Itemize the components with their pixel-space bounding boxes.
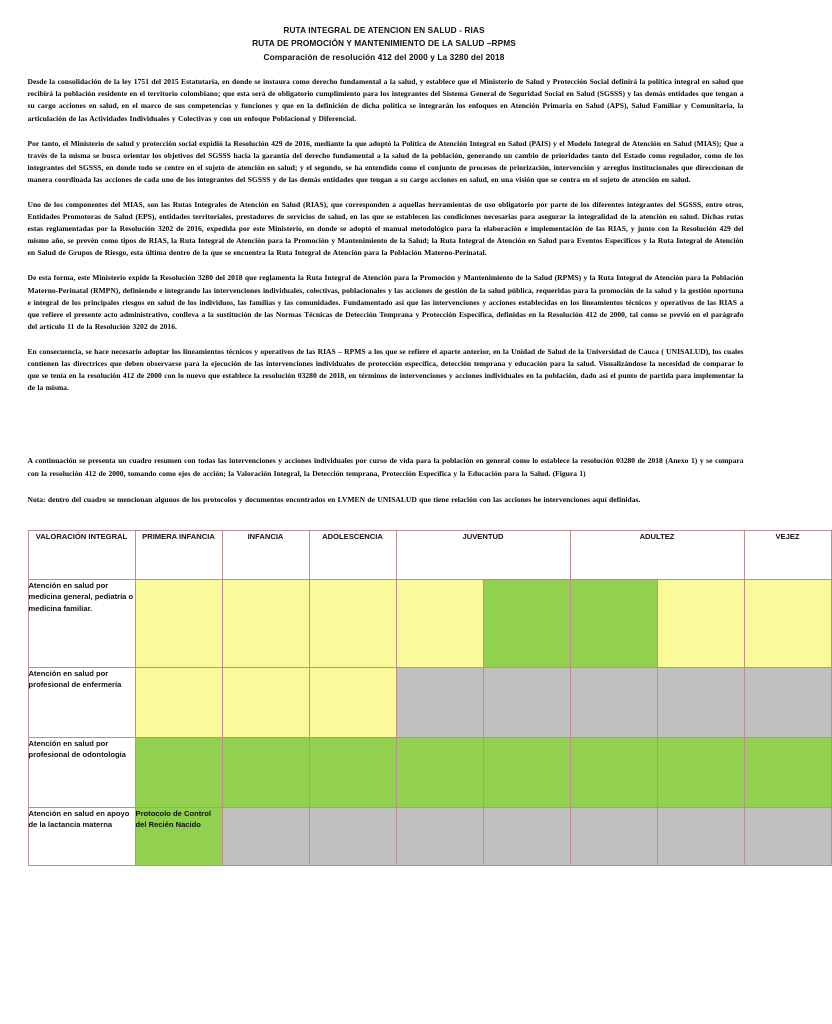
cell-r3-c3[interactable] xyxy=(396,807,483,865)
cell-r2-c3[interactable] xyxy=(396,737,483,807)
row-label-enfermeria: Atención en salud por profesional de enfermería xyxy=(28,667,135,737)
title-line-1: RUTA INTEGRAL DE ATENCION EN SALUD - RIAS xyxy=(283,25,485,35)
cell-r1-c2[interactable] xyxy=(309,667,396,737)
row-label-lactancia-materna: Atención en salud en apoyo de la lactancia materna xyxy=(28,807,135,865)
row-label-odontologia: Atención en salud por profesional de odontología xyxy=(28,737,135,807)
table-row xyxy=(28,667,831,737)
cell-r2-c7[interactable] xyxy=(744,737,831,807)
body-paragraph-1: Desde la consolidación de la ley 1751 del 2015 Estatutaria, en donde se instaura como derecho fundamental a la salud, y establece que el Ministerio de Salud y Protección Social definirá la política integral en salud que recibirá la población residente en el territorio colombiano; que esta será de obligatorio cumplimiento para los integrantes del Sistema General de Seguridad Social en Salud (SGSSS) y las demás entidades que tengan a su cargo acciones en salud, en el marco de sus competencias y funciones y que en la definición de dicha política se integrarán los enfoques en Atención Primaria en Salud (APS), Salud Familiar y Comunitaria, la articulación de las Actividades Individuales y Colectivas y con un enfoque Poblacional y Diferencial. xyxy=(27,77,744,123)
table-row xyxy=(28,737,831,807)
cell-r0-c0[interactable] xyxy=(135,579,222,667)
row-label-medicina-general: Atención en salud por medicina general, pediatría o medicina familiar. xyxy=(28,579,135,667)
cell-r0-c3[interactable] xyxy=(396,579,483,667)
cell-r0-c2[interactable] xyxy=(309,579,396,667)
cell-r1-c3[interactable] xyxy=(396,667,483,737)
cell-r1-c6[interactable] xyxy=(657,667,744,737)
cell-r0-c4[interactable] xyxy=(483,579,570,667)
comparison-table xyxy=(28,530,832,866)
document-closing xyxy=(25,455,744,506)
cell-r0-c7[interactable] xyxy=(744,579,831,667)
cell-r0-c5[interactable] xyxy=(570,579,657,667)
cell-r3-c2[interactable] xyxy=(309,807,396,865)
cell-r3-c6[interactable] xyxy=(657,807,744,865)
cell-r3-c0[interactable]: Protocolo de Control del Recién Nacido xyxy=(135,807,222,865)
cell-r0-c6[interactable] xyxy=(657,579,744,667)
cell-r1-c4[interactable] xyxy=(483,667,570,737)
body-paragraph-2: Por tanto, el Ministerio de salud y protección social expidió la Resolución 429 de 2016, mediante la que adoptó la Política de Atención Integral en Salud (PAIS) y el Modelo Integral de Atención en Salud (MIAS); Que a través de la misma se busca orientar los objetivos del SGSSS hacia la garantía del derecho fundamental a la salud de la población, generando un cambio de prioridades tanto del Estado como regulador, como de los integrantes del SGSSS, en donde todo se centre en el sujeto de atención en salud; y el segundo, se ha entendido como el conjunto de procesos de priorización, intervención y arreglos institucionales que direccionan de manera coordinada las acciones de cada uno de los integrantes del SGSSS y de las demás entidades que tengan a su cargo acciones en salud, en una visión que se centra en el sujeto de atención en salud. xyxy=(27,138,744,184)
cell-r1-c7[interactable] xyxy=(744,667,831,737)
table-row xyxy=(28,579,831,667)
cell-r0-c1[interactable] xyxy=(222,579,309,667)
cell-r1-c1[interactable] xyxy=(222,667,309,737)
table-header-valoracion-integral: VALORACIÓN INTEGRAL xyxy=(28,530,135,579)
document-title-block xyxy=(0,0,768,64)
title-line-3: Comparación de resolución 412 del 2000 y La 3280 del 2018 xyxy=(263,51,505,62)
body-paragraph-5: En consecuencia, se hace necesario adoptar los lineamientos técnicos y operativos de las RIAS – RPMS a los que se refiere el aparte anterior, en la Unidad de Salud de la Universidad de Cauca ( UNISALUD), los cuales contienen las directrices que deben observarse para la ejecución de las intervenciones individuales de protección específica, detección temprana y educación para la salud. Visualizándose la necesidad de comparar lo que se tenía en la resolución 412 de 2000 con lo nuevo que establece la resolución 03280 de 2018, en términos de intervenciones y acciones individuales en la población, dado así el punto de partida para implementar la de la misma. xyxy=(27,346,744,393)
cell-r3-c7[interactable] xyxy=(744,807,831,865)
cell-r2-c1[interactable] xyxy=(222,737,309,807)
body-paragraph-4: De esta forma, este Ministerio expide la Resolución 3280 del 2018 que reglamenta la Ruta Integral de Atención para la Promoción y Mantenimiento de la Salud (RPMS) y la Ruta Integral de Atención para la Población Materno-Perinatal (RMPN), definiendo e integrando las intervenciones individuales, colectivas, poblacionales y las acciones de gestión de la salud pública, requeridas para la promoción de la salud y la gestión oportuna e integral de los principales riesgos en salud de los individuos, las familias y las comunidades. Fundamentado así que las intervenciones y acciones establecidas en los lineamientos técnicos y operativos de las RIAS a que refiere el presente acto administrativo, conlleva a la sustitución de las Normas Técnicas de Detección Temprana y Protección Específica, definidas en la Resolución 412 de 2000, tal como se previó en el parágrafo del artículo 11 de la Resolución 3202 de 2016. xyxy=(27,273,744,331)
table-header-adultez: ADULTEZ xyxy=(570,530,744,579)
title-line-2: RUTA DE PROMOCIÓN Y MANTENIMIENTO DE LA SALUD –RPMS xyxy=(252,38,516,49)
body-spacer xyxy=(0,394,768,455)
table-header-infancia: INFANCIA xyxy=(222,530,309,579)
table-header-vejez: VEJEZ xyxy=(744,530,831,579)
comparison-table-wrap xyxy=(25,521,800,866)
cell-r2-c5[interactable] xyxy=(570,737,657,807)
table-header-primera-infancia: PRIMERA INFANCIA xyxy=(135,530,222,579)
cell-r3-c5[interactable] xyxy=(570,807,657,865)
document-body xyxy=(25,64,744,394)
table-body xyxy=(28,579,831,865)
closing-paragraph-1: A continuación se presenta un cuadro resumen con todas las intervenciones y acciones individuales por curso de vida para la población en general como lo establece la resolución 03280 de 2018 (Anexo 1) y se compara con la resolución 412 de 2000, tomando como ejes de acción; la Valoración Integral, la Detección temprana, Protección Específica y la Educación para la Salud. (Figura 1) xyxy=(27,456,744,478)
cell-r1-c0[interactable] xyxy=(135,667,222,737)
table-row xyxy=(28,807,831,865)
cell-r1-c5[interactable] xyxy=(570,667,657,737)
cell-r2-c2[interactable] xyxy=(309,737,396,807)
table-header-juventud: JUVENTUD xyxy=(396,530,570,579)
table-header-adolescencia: ADOLESCENCIA xyxy=(309,530,396,579)
cell-r2-c0[interactable] xyxy=(135,737,222,807)
cell-r2-c6[interactable] xyxy=(657,737,744,807)
cell-r3-c4[interactable] xyxy=(483,807,570,865)
table-header-row xyxy=(28,530,831,579)
cell-r3-c1[interactable] xyxy=(222,807,309,865)
closing-note: Nota: dentro del cuadro se mencionan algunos de los protocolos y documentos encontrados en LVMEN de UNISALUD que tiene relación con las acciones he intervenciones aquí definidas. xyxy=(27,495,641,505)
cell-r2-c4[interactable] xyxy=(483,737,570,807)
body-paragraph-3: Uno de los componentes del MIAS, son las Rutas Integrales de Atención en Salud (RIAS), que corresponden a aquellas herramientas de uso obligatorio por parte de los diferentes integrantes del SGSSS, entre otros, Entidades Promotoras de Salud (EPS), entidades territoriales, prestadores de servicios de salud, en las que se establecen las condiciones necesarias para asegurar la integralidad de la atención en salud. Dichas rutas estas reglamentadas por la Resolución 3202 de 2016, expedida por este Ministerio, en donde se adoptó el manual metodológico para la elaboración e implementación de las RIAS, y junto con la Resolución 429 del mismo año, se prevén como tipos de RIAS, la Ruta Integral de Atención para la Promoción y Mantenimiento de la Salud; la Ruta Integral de Atención en Salud para Eventos Específicos y la Ruta Integral de Atención en Salud de Grupos de Riesgo, esta última dentro de la que se encuentra la Ruta Integral de Atención para la Población Materno-Perinatal. xyxy=(27,199,744,258)
